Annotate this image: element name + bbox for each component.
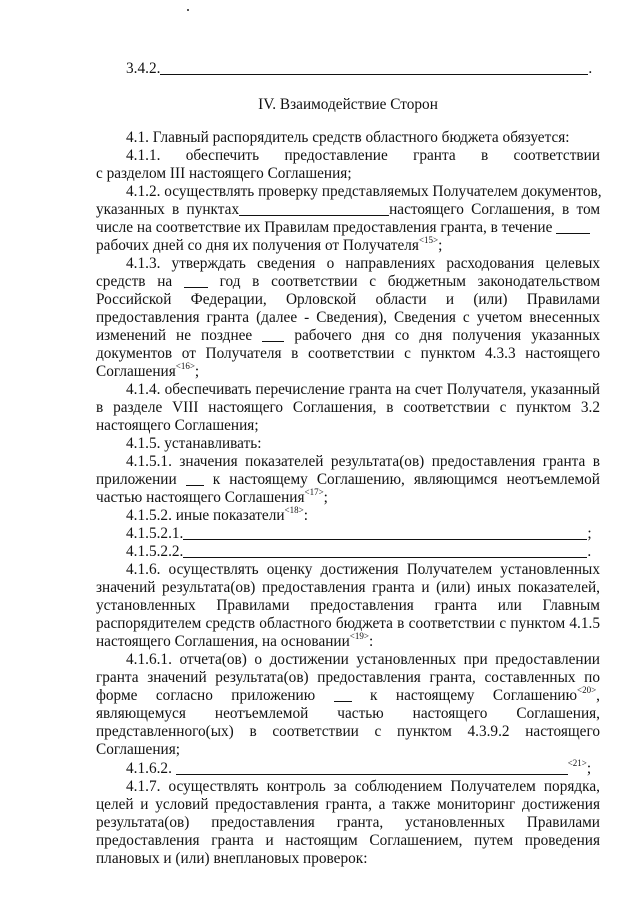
clause-4-1-4: 4.1.4. обеспечивать перечисление гранта на счет Получателя, указанный (126, 381, 600, 398)
clause-line: документов от Получателя в соответствии с пунктом 4.3.3 настоящего (96, 345, 600, 362)
scan-speck (187, 9, 189, 11)
footnote-ref: <20> (577, 685, 597, 695)
clause-4-1-3: 4.1.3. утверждать сведения о направлениях расходования целевых (126, 255, 600, 272)
fill-blank (262, 327, 284, 342)
clause-line: предоставления гранта (далее - Сведения), Сведения с учетом внесенных (96, 309, 600, 326)
clause-4-1-2: 4.1.2. осуществлять проверку представляемых Получателем документов, (126, 183, 602, 200)
clause-4-1-5-2-2: 4.1.5.2.2. . (126, 543, 592, 560)
fill-blank (183, 543, 587, 558)
clause-line: с разделом III настоящего Соглашения; (96, 165, 352, 182)
footnote-ref: <18> (284, 505, 304, 515)
clause-line: указанных в пунктах настоящего Соглашения, в том (96, 201, 600, 218)
clause-line: плановых и (или) внеплановых проверок: (96, 850, 368, 867)
clause-4-1-5-2: 4.1.5.2. иные показатели$^{<18>}$: (126, 505, 308, 524)
clause-line: средств на год в соответствии с бюджетным законодательством (96, 273, 601, 290)
clause-line: приложении к настоящему Соглашению, являющимся неотъемлемой (96, 471, 600, 488)
fill-blank (184, 273, 208, 288)
clause-line: Российской Федерации, Орловской области и (или) Правилами (96, 291, 600, 308)
clause-4-1-1: 4.1.1. обеспечить предоставление гранта в соответствии (126, 147, 600, 164)
footnote-ref: <21> (567, 758, 587, 768)
clause-4-1-6: 4.1.6. осуществлять оценку достижения Получателем установленных (126, 561, 600, 578)
fill-blank (160, 60, 588, 75)
clause-4-1-5-1: 4.1.5.1. значения показателей результата(ов) предоставления гранта в (126, 453, 600, 470)
footnote-ref: <19> (349, 631, 369, 641)
clause-4-1-6-2: 4.1.6.2. $^{<21>}$; (126, 758, 592, 777)
section-heading: IV. Взаимодействие Сторон (258, 96, 438, 113)
clause-line: изменений не позднее рабочего дня со дня получения указанных (96, 327, 601, 344)
clause-4-1-7: 4.1.7. осуществлять контроль за соблюдением Получателем порядка, (126, 778, 600, 795)
fill-blank (556, 219, 590, 234)
clause-line: в разделе VIII настоящего Соглашения, в соответствии с пунктом 3.2 (96, 399, 600, 416)
clause-line: установленных Правилами предоставления гранта или Главным (96, 597, 600, 614)
clause-line: настоящего Соглашения; (96, 417, 259, 434)
clause-4-1: 4.1. Главный распорядитель средств областного бюджета обязуется: (126, 129, 570, 146)
footnote-ref: <16> (175, 361, 195, 371)
clause-line: значений результата(ов) предоставления гранта и (или) иных показателей, (96, 579, 600, 596)
clause-line: являющемуся неотъемлемой частью настоящего Соглашения, (96, 705, 600, 722)
fill-blank (239, 201, 389, 216)
clause-line: числе на соответствие их Правилам предоставления гранта, в течение (96, 219, 600, 237)
clause-line: настоящего Соглашения, на основании$^{<19>}$: (96, 631, 374, 650)
clause-line: форме согласно приложению к настоящему Соглашению$^{<20>}$, (96, 685, 600, 704)
clause-line: целей и условий предоставления гранта, а также мониторинг достижения (96, 796, 600, 813)
fill-blank (183, 525, 587, 540)
fill-blank (176, 760, 568, 775)
clause-line: гранта значений результата(ов) предоставления гранта, составленных по (96, 669, 600, 686)
clause-3-4-2: 3.4.2. . (126, 60, 593, 77)
clause-line: представленного(ых) в соответствии с пунктом 4.3.9.2 настоящего (96, 723, 600, 740)
clause-line: результата(ов) предоставления гранта, установленных Правилами (96, 814, 600, 831)
clause-line: распорядителем средств областного бюджета в соответствии с пунктом 4.1.5 (96, 615, 600, 632)
clause-line: рабочих дней со дня их получения от Получателя$^{<15>}$; (96, 235, 443, 254)
clause-4-1-5-2-1: 4.1.5.2.1. ; (126, 525, 592, 542)
footnote-ref: <15> (418, 235, 439, 245)
clause-line: Соглашения$^{<16>}$; (96, 361, 200, 380)
footnote-ref: <17> (304, 487, 324, 497)
clause-line: Соглашения; (96, 741, 180, 758)
clause-4-1-5: 4.1.5. устанавливать: (126, 435, 262, 452)
clause-line: частью настоящего Соглашения$^{<17>}$; (96, 487, 328, 506)
clause-line: предоставления гранта и настоящим Соглашением, путем проведения (96, 832, 600, 849)
clause-4-1-6-1: 4.1.6.1. отчета(ов) о достижении установленных при предоставлении (126, 651, 600, 668)
fill-blank (334, 687, 352, 702)
fill-blank (186, 471, 204, 486)
